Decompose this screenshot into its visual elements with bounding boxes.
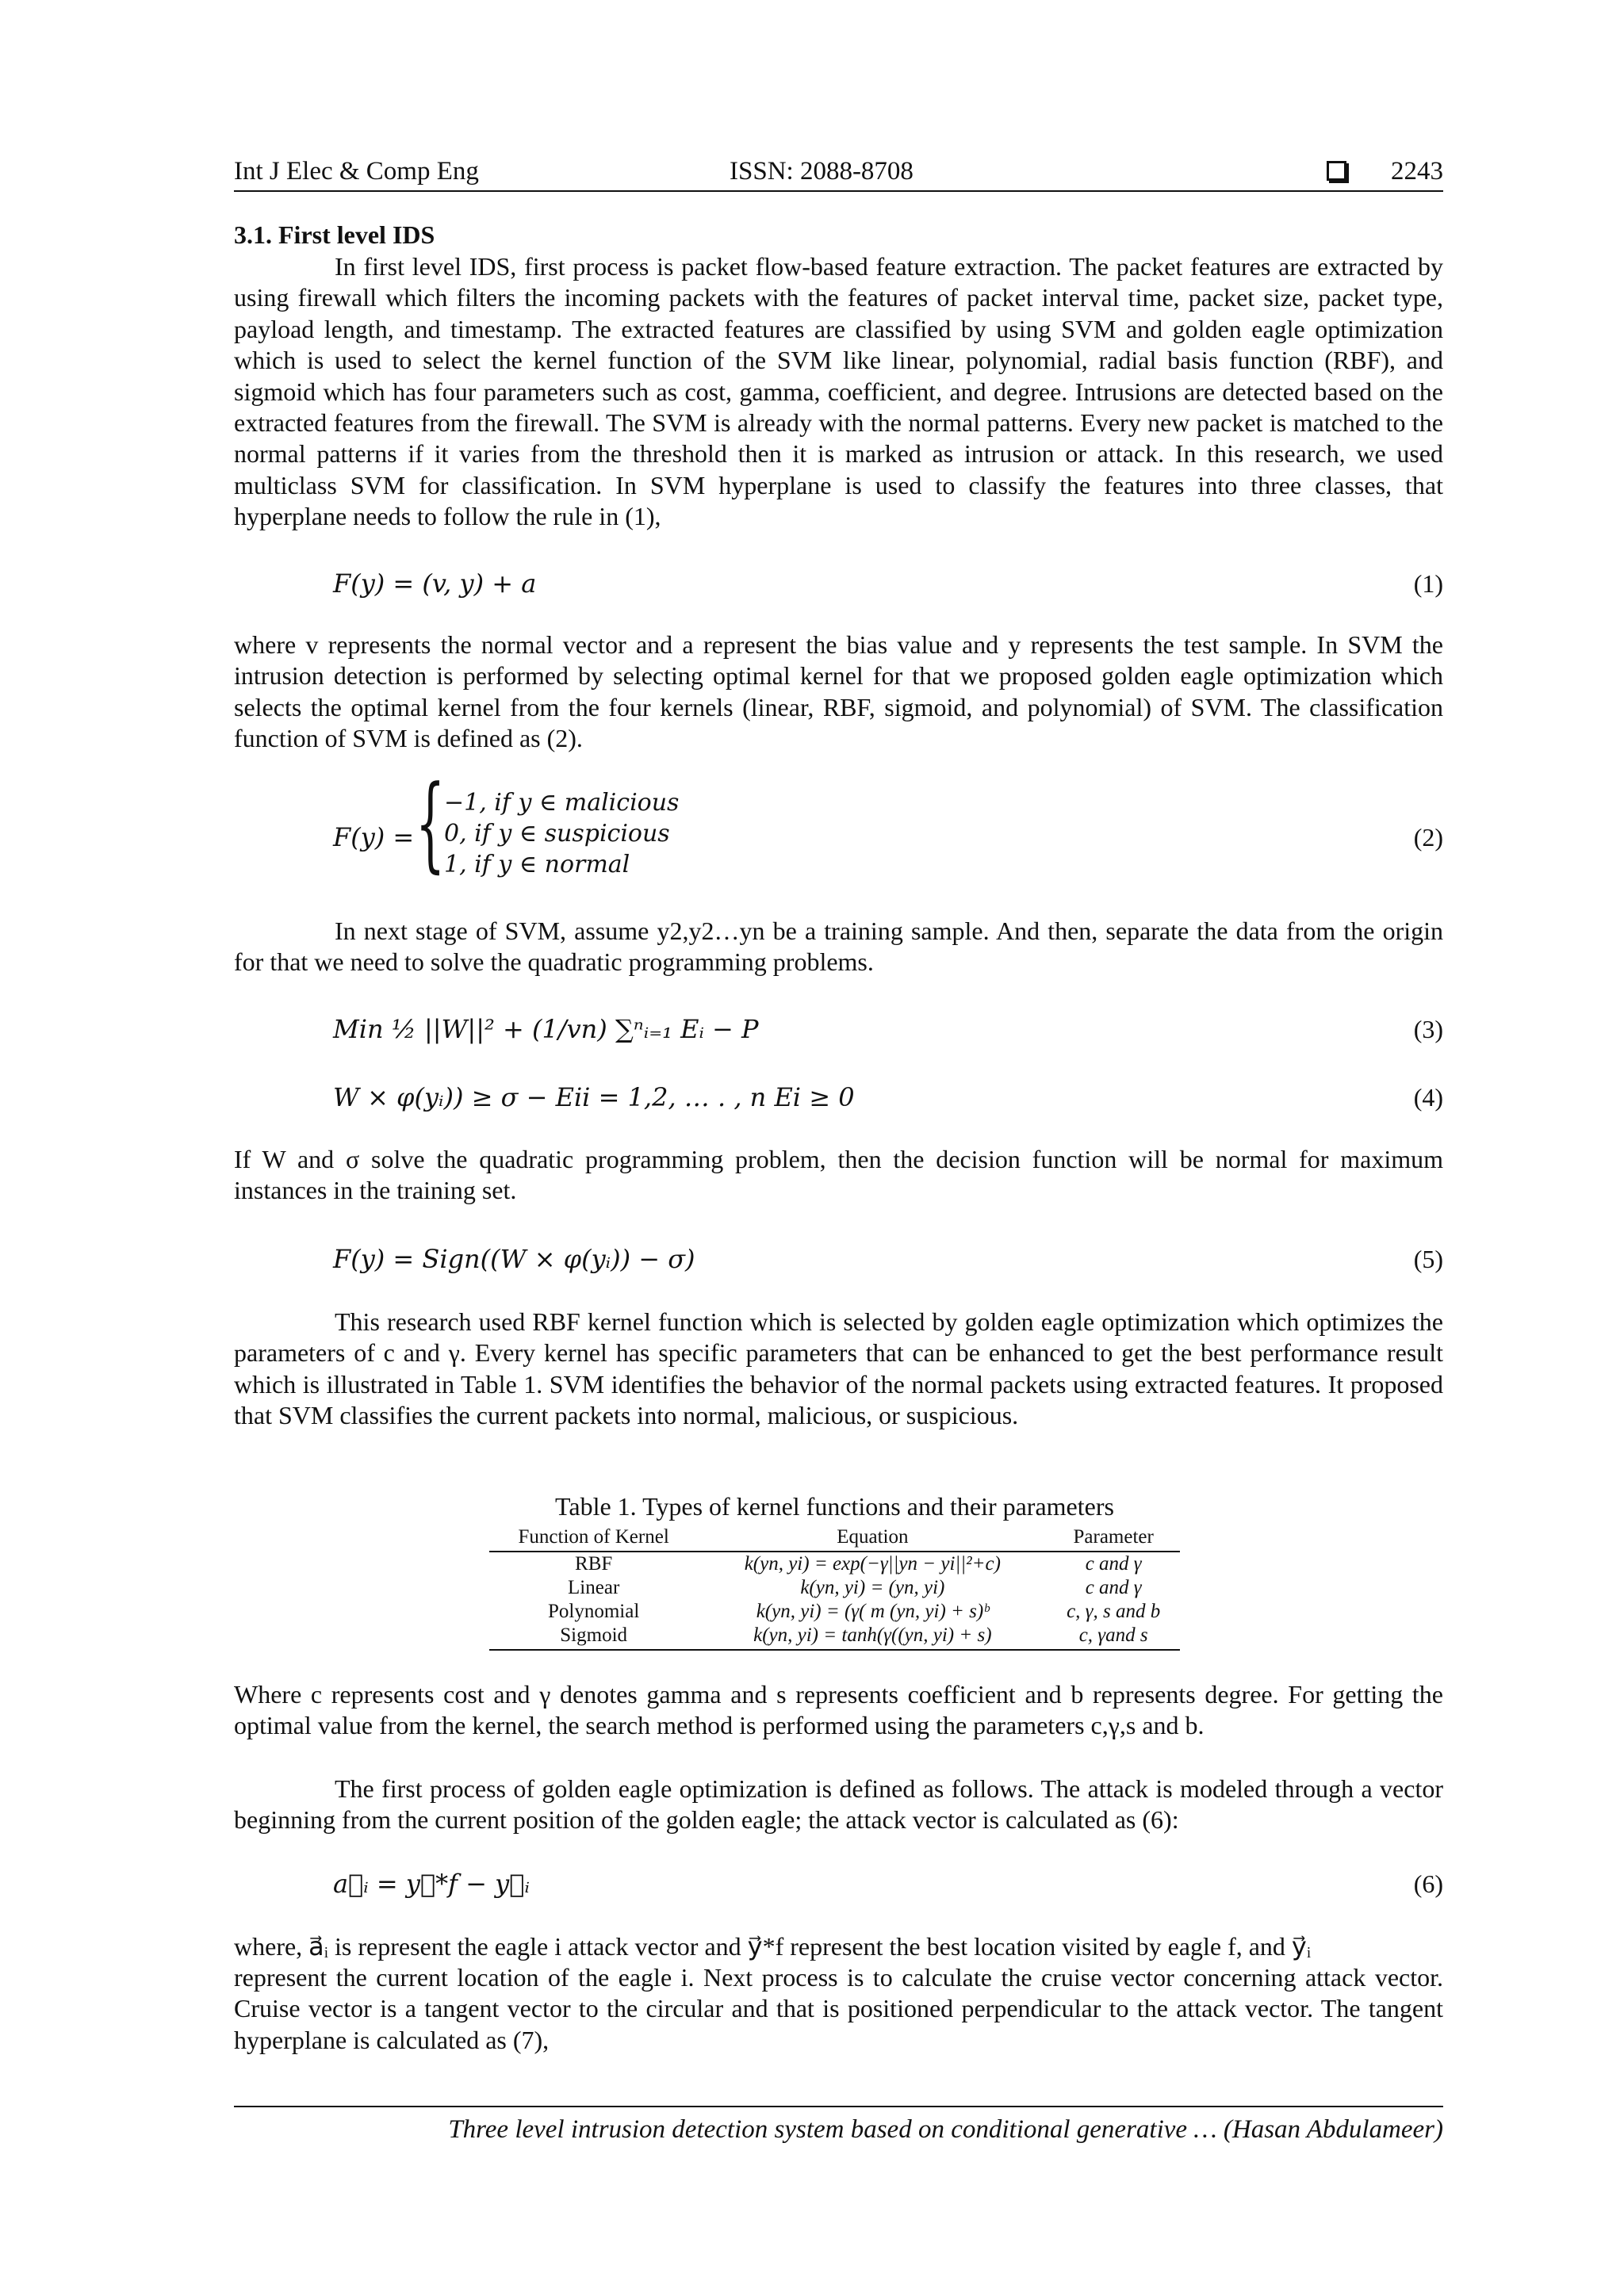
table-cell: RBF — [575, 1553, 613, 1575]
equation-3-number: (3) — [1413, 1015, 1443, 1043]
paragraph-2: where v represents the normal vector and a represent the bias value and y represents the test sample. In SVM the intrusion detection is performed by selecting optimal kernel for that we proposed golden eagle optimization which selects the optimal kernel from the four kernels (linear, RBF, sigmoid, and polynomial) of SVM. The classification function of SVM is defined as (2). — [234, 630, 1443, 753]
equation-5-number: (5) — [1413, 1245, 1443, 1273]
paragraph-8-line-1: where, a⃗ᵢ is represent the eagle i attack vector and y⃗*f represent the best location visited by eagle f, and y⃗ᵢ — [234, 1932, 1312, 1961]
paragraph-6: Where c represents cost and γ denotes gamma and s represents coefficient and b represents degree. For getting the optimal value from the kernel, the search method is performed using the parameters c,γ,s and b. — [234, 1680, 1443, 1740]
table-cell: c, γand s — [1047, 1624, 1180, 1650]
table-caption: Table 1. Types of kernel functions and their parameters — [555, 1492, 1114, 1521]
equation-2-case-1: −1, if y ∈ malicious — [444, 789, 680, 817]
header-box-icon — [1327, 155, 1346, 187]
equation-3: Min ½ ||W||² + (1/vn) ∑ⁿᵢ₌₁ Eᵢ − P — [333, 1014, 759, 1044]
equation-1-number: (1) — [1413, 569, 1443, 598]
table-cell: k(yn, yi) = tanh(γ((yn, yi) + s) — [698, 1624, 1047, 1650]
table-cell: k(yn, yi) = (yn, yi) — [800, 1577, 945, 1598]
table-header: Function of Kernel — [489, 1524, 698, 1552]
equation-6-number: (6) — [1413, 1869, 1443, 1898]
equation-2-lhs: F(y) = — [333, 822, 415, 852]
table-cell: Sigmoid — [489, 1624, 698, 1650]
equation-4-number: (4) — [1413, 1083, 1443, 1112]
paragraph-8-rest: represent the current location of the eagle i. Next process is to calculate the cruise vector concerning attack vector. Cruise vector is a tangent vector to the circular and that is positioned perpendicular to the attack vector. The tangent hyperplane is calculated as (7), — [234, 1963, 1443, 2054]
left-brace: { — [416, 763, 446, 883]
table-cell: c and γ — [1085, 1577, 1142, 1598]
journal-name: Int J Elec & Comp Eng — [234, 157, 479, 186]
footer-rule — [234, 2106, 1443, 2107]
equation-2-number: (2) — [1413, 823, 1443, 851]
paragraph-3: In next stage of SVM, assume y2,y2…yn be a training sample. And then, separate the data from the origin for that we need to solve the quadratic programming problems. — [234, 916, 1443, 977]
kernel-table — [489, 1524, 1180, 1651]
equation-6: a⃗ᵢ = y⃗*f − y⃗ᵢ — [333, 1869, 530, 1899]
page-number: 2243 — [1391, 157, 1443, 186]
equation-1: F(y) = (v, y) + a — [333, 568, 537, 599]
table-cell: k(yn, yi) = (γ( m (yn, yi) + s)ᵇ — [756, 1601, 989, 1622]
table-cell: c and γ — [1085, 1553, 1142, 1575]
table-header: Parameter — [1047, 1524, 1180, 1552]
equation-2-case-3: 1, if y ∈ normal — [444, 851, 630, 878]
table-header: Equation — [698, 1524, 1047, 1552]
table-row — [489, 1600, 1180, 1624]
header-rule — [234, 190, 1443, 192]
table-row — [489, 1576, 1180, 1600]
paragraph-1: In first level IDS, first process is packet flow-based feature extraction. The packet features are extracted by using firewall which filters the incoming packets with the features of packet interval time, packet size, packet type, payload length, and timestamp. The extracted features are classified by using SVM and golden eagle optimization which is used to select the kernel function of the SVM like linear, polynomial, radial basis function (RBF), and sigmoid which has four parameters such as cost, gamma, coefficient, and degree. Intrusions are detected based on the extracted features from the firewall. The SVM is already with the normal patterns. Every new packet is matched to the normal patterns if it varies from the threshold then it is marked as intrusion or attack. In this research, we used multiclass SVM for classification. In SVM hyperplane is used to classify the features into three classes, that hyperplane needs to follow the rule in (1), — [234, 252, 1443, 531]
issn: ISSN: 2088-8708 — [730, 157, 914, 186]
section-heading: 3.1. First level IDS — [234, 220, 435, 249]
table-row — [489, 1552, 1180, 1576]
paragraph-7: The first process of golden eagle optimization is defined as follows. The attack is modeled through a vector beginning from the current position of the golden eagle; the attack vector is calculated as (6): — [234, 1774, 1443, 1835]
table-cell: Polynomial — [548, 1601, 640, 1622]
table-cell: c, γ, s and b — [1067, 1601, 1161, 1622]
table-cell: k(yn, yi) = exp(−γ||yn − yi||²+c) — [744, 1553, 1001, 1575]
table-header-row — [489, 1524, 1180, 1552]
running-title: Three level intrusion detection system based on conditional generative … (Hasan Abdulameer) — [448, 2115, 1443, 2144]
equation-4: W × φ(yᵢ)) ≥ σ − Eii = 1,2, … . , n Ei ≥ 0 — [333, 1082, 855, 1112]
table-row — [489, 1624, 1180, 1650]
paragraph-4: If W and σ solve the quadratic programming problem, then the decision function will be normal for maximum instances in the training set. — [234, 1145, 1443, 1205]
paragraph-5: This research used RBF kernel function which is selected by golden eagle optimization which optimizes the parameters of c and γ. Every kernel has specific parameters that can be enhanced to get the best performance result which is illustrated in Table 1. SVM identifies the behavior of the normal packets using extracted features. It proposed that SVM classifies the current packets into normal, malicious, or suspicious. — [234, 1307, 1443, 1430]
equation-5: F(y) = Sign((W × φ(yᵢ)) − σ) — [333, 1244, 695, 1274]
equation-2-case-2: 0, if y ∈ suspicious — [444, 820, 670, 848]
table-cell: Linear — [568, 1577, 620, 1598]
